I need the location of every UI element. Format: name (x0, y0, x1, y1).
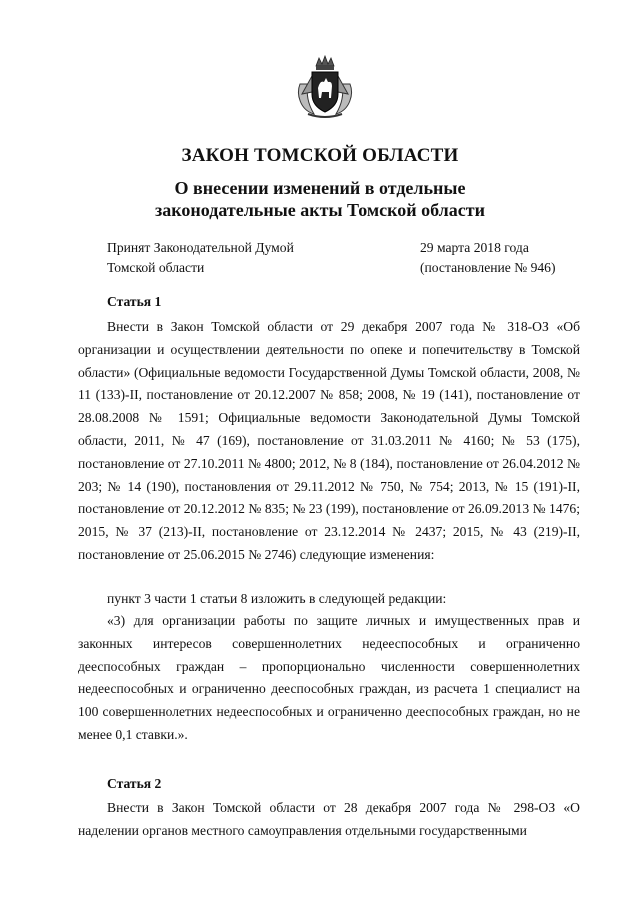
coat-of-arms-icon (294, 54, 356, 120)
article1-heading: Статья 1 (107, 294, 162, 309)
adopted-by-line2: Томской области (107, 260, 205, 275)
adoption-info (420, 238, 556, 278)
article1-paragraph2: пункт 3 части 1 статьи 8 изложить в следующей редакции: (107, 591, 447, 606)
law-title: ЗАКОН ТОМСКОЙ ОБЛАСТИ (181, 145, 459, 166)
article2-heading: Статья 2 (107, 776, 162, 791)
adopted-by-line1: Принят Законодательной Думой (107, 240, 294, 255)
adoption-resolution: (постановление № 946) (420, 260, 556, 275)
law-subtitle: О внесении изменений в отдельные законодательные акты Томской области (155, 178, 485, 220)
adopted-by (107, 238, 294, 278)
article1-paragraph1: Внести в Закон Томской области от 29 декабря 2007 года № 318-ОЗ «Об организации и осуществлении деятельности по опеке и попечительству в Томской области» (Официальные ведомости Государственной Думы Томской области, 2008, № 11 (133)-II, постановление от 20.12.2007 № 858; 2008, № 19 (141), постановление от 28.08.2008 № 1591; Официальные ведомости Законодательной Думы Томской области, 2011, № 47 (169), постановление от 31.03.2011 № 4160; № 53 (175), постановление от 27.10.2011 № 4800; 2012, № 8 (184), постановление от 26.04.2012 № 203; № 14 (190), постановления от 29.11.2012 № 750, № 754; 2013, № 15 (191)-II, постановление от 20.12.2012 № 835; № 23 (199), постановление от 26.09.2013 № 1476; 2015, № 37 (213)-II, постановление от 23.12.2014 № 2437; 2015, № 43 (219)-II, постановление от 25.06.2015 № 2746) следующие изменения: (78, 319, 580, 562)
article1-paragraph3: «3) для организации работы по защите личных и имущественных прав и законных интересов совершеннолетних недееспособных и ограниченно дееспособных граждан – пропорционально численности совершеннолетних недееспособных и ограниченно дееспособных граждан, из расчета 1 специалист на 100 совершеннолетних недееспособных и ограниченно дееспособных граждан, но не менее 0,1 ставки.». (78, 613, 580, 742)
article2-paragraph1: Внести в Закон Томской области от 28 декабря 2007 года № 298-ОЗ «О наделении органов местного самоуправления отдельными государственными (78, 800, 580, 838)
adoption-date: 29 марта 2018 года (420, 240, 529, 255)
